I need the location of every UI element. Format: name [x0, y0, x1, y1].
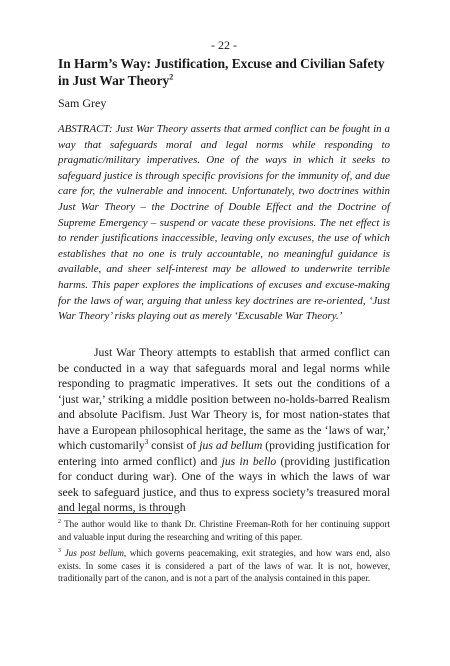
page-number: - 22 - — [211, 38, 237, 52]
document-page — [58, 0, 390, 666]
footnote-divider — [58, 513, 172, 514]
body-text-part3: (providing justification for entering into armed conflict) and — [58, 439, 390, 468]
article-title-text: In Harm’s Way: Justification, Excuse and Civilian Safety in Just War Theory — [58, 56, 385, 88]
body-text-part2: consist of — [148, 439, 200, 452]
body-footnote-ref[interactable]: 3 — [144, 438, 149, 447]
footnote-2 — [58, 518, 390, 543]
abstract: ABSTRACT: Just War Theory asserts that armed conflict can be fought in a way that safeguards moral and legal norms while responding to pragmatic/military imperatives. One of the ways in which it seeks to safeguard justice is through specific provisions for the immunity of, and due care for, the vulnerable and innocent. Unfortunately, two doctrines within Just War Theory – the Doctrine of Double Effect and the Doctrine of Supreme Emergency – suspend or vacate these provisions. The net effect is to render justifications inaccessible, leaving only excuses, the use of which establishes that no one is truly accountable, no meaningful guidance is available, and sheer self-interest may be allowed to underwrite terrible harms. This paper explores the implications of excuses and excuse-making for the laws of war, arguing that unless key doctrines are re-oriented, ‘Just War Theory’ risks playing out as merely ‘Excusable War Theory.’ — [58, 123, 390, 323]
title-footnote-ref[interactable]: 2 — [169, 72, 174, 82]
footnote-3-text: , which governs peacemaking, exit strategies, and how wars end, also exists. In some cases it is considered a part of the laws of war. It is not, however, traditionally part of the canon, and is not a part of the analysis contained in this paper. — [58, 548, 390, 583]
footnote-2-text: The author would like to thank Dr. Christine Freeman-Roth for her continuing support and valuable input during the researching and writing of this paper. — [58, 519, 390, 542]
footnote-3-mark: 3 — [58, 547, 61, 554]
term-jus-in-bello: jus in bello — [221, 454, 277, 468]
footnote-3-term: Jus post bellum — [61, 548, 124, 558]
body-text-part4: (providing justification for conduct during war). One of the ways in which the laws of war seek to safeguard justice, and thus to express society’s treasured moral and legal norms, is through — [58, 454, 391, 514]
article-title — [58, 55, 390, 89]
term-jus-ad-bellum: jus ad bellum — [199, 439, 263, 452]
body-paragraph — [58, 345, 390, 516]
footnote-2-mark: 2 — [58, 518, 61, 525]
footnote-3 — [58, 547, 390, 585]
author-name: Sam Grey — [58, 96, 107, 110]
body-text-part1: Just War Theory attempts to establish that armed conflict can be conducted in a way that safeguards moral and legal norms while responding to pragmatic imperatives. It sets out the conditions of a ‘just war,’ striking a middle position between no-holds-barred Realism and absolute Pacifism. Just War Theory is, for most nation-states that have a European philosophical heritage, the same as the ‘laws of war,’ which customarily — [58, 346, 390, 452]
